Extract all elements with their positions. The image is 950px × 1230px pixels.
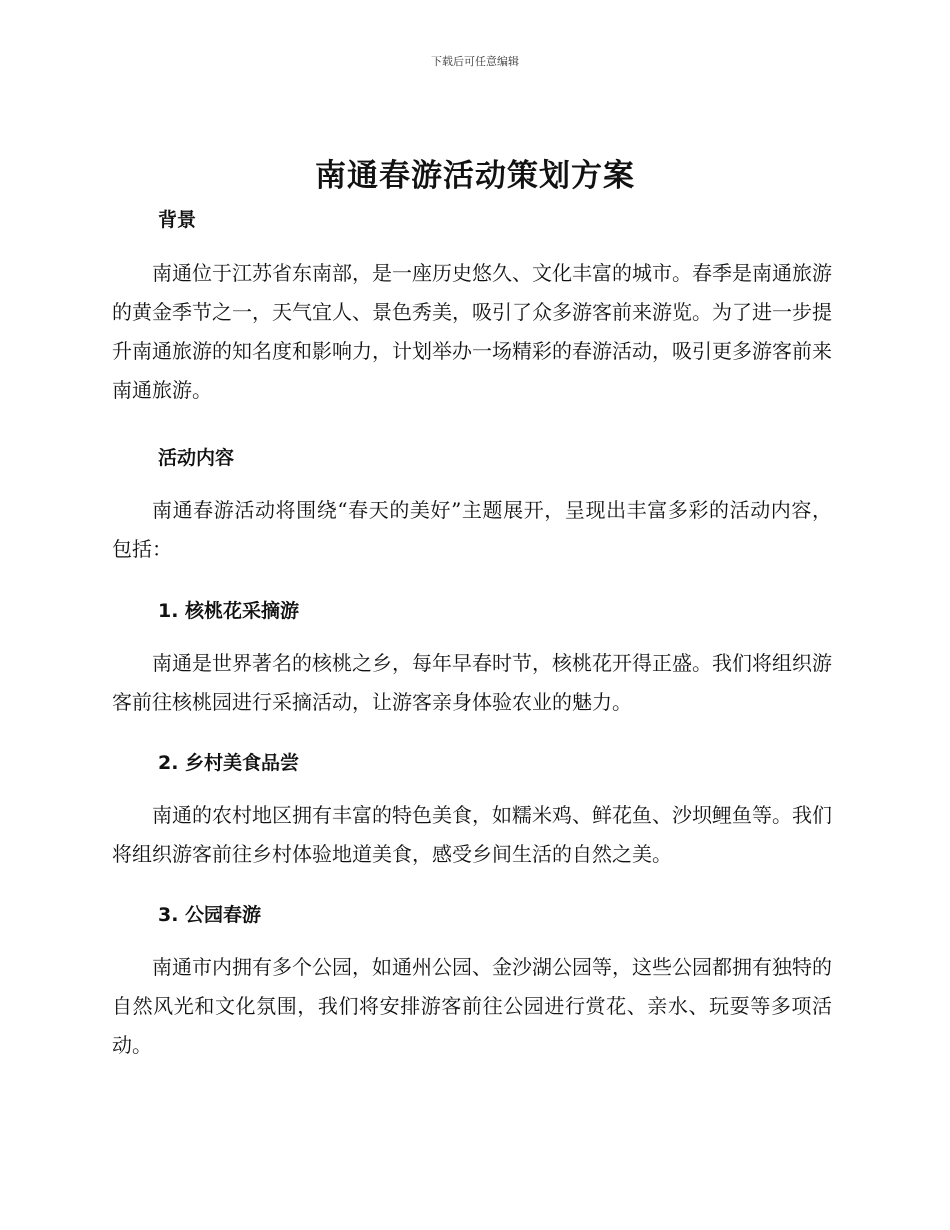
section-paragraph-walnut-blossom: 南通是世界著名的核桃之乡，每年早春时节，核桃花开得正盛。我们将组织游客前往核桃园进行采摘活动，让游客亲身体验农业的魅力。 <box>112 651 832 714</box>
section-heading-walnut-blossom: 1. 核桃花采摘游 <box>158 600 300 622</box>
section-paragraph-rural-food: 南通的农村地区拥有丰富的特色美食，如糯米鸡、鲜花鱼、沙坝鲤鱼等。我们将组织游客前往乡村体验地道美食，感受乡间生活的自然之美。 <box>112 803 832 866</box>
section-heading-background: 背景 <box>158 209 197 231</box>
section-heading-activities: 活动内容 <box>158 447 235 469</box>
section-paragraph-park-outing: 南通市内拥有多个公园，如通州公园、金沙湖公园等，这些公园都拥有独特的自然风光和文化氛围，我们将安排游客前往公园进行赏花、亲水、玩耍等多项活动。 <box>112 955 832 1057</box>
section-paragraph-activities: 南通春游活动将围绕“春天的美好”主题展开，呈现出丰富多彩的活动内容，包括： <box>112 498 832 561</box>
section-paragraph-background: 南通位于江苏省东南部，是一座历史悠久、文化丰富的城市。春季是南通旅游的黄金季节之一，天气宜人、景色秀美，吸引了众多游客前来游览。为了进一步提升南通旅游的知名度和影响力，计划举办一场精彩的春游活动，吸引更多游客前来南通旅游。 <box>112 261 832 402</box>
page-title: 南通春游活动策划方案 <box>315 158 635 194</box>
section-heading-rural-food: 2. 乡村美食品尝 <box>158 752 300 774</box>
section-heading-park-outing: 3. 公园春游 <box>158 904 262 926</box>
header-note: 下载后可任意编辑 <box>431 55 519 68</box>
